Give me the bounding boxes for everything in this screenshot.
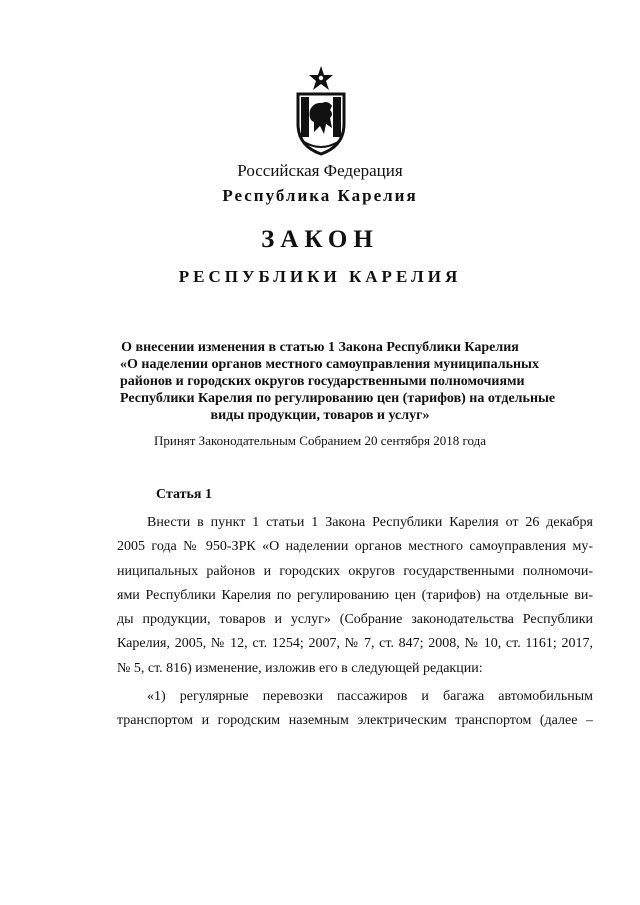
- law-title-line: Республики Карелия по регулированию цен (тарифов) на отдельные: [120, 391, 556, 406]
- paragraph-line: транспортом и городским наземным электрическим транспортом (далее –: [117, 713, 593, 729]
- paragraph-line: Внести в пункт 1 статьи 1 Закона Республики Карелия от 26 декабря: [147, 515, 593, 530]
- paragraph-line: 2005 года № 950-ЗРК «О наделении органов местного самоуправления му-: [117, 539, 593, 555]
- paragraph-line: ями Республики Карелия по регулированию цен (тарифов) на отдельные ви-: [117, 587, 593, 603]
- paragraph-line: № 5, ст. 816) изменение, изложив его в следующей редакции:: [117, 660, 483, 676]
- law-title-line: «О наделении органов местного самоуправления муниципальных: [120, 357, 539, 372]
- law-title-line: О внесении изменения в статью 1 Закона Республики Карелия: [121, 340, 519, 355]
- law-subheading: РЕСПУБЛИКИ КАРЕЛИЯ: [178, 267, 462, 286]
- law-title-line: виды продукции, товаров и услуг»: [210, 408, 430, 423]
- paragraph-line: «1) регулярные перевозки пассажиров и багажа автомобильным: [147, 689, 593, 704]
- law-title-line: районов и городских округов государственными полномочиями: [120, 374, 525, 389]
- paragraph-line: Карелия, 2005, № 12, ст. 1254; 2007, № 7, ст. 847; 2008, № 10, ст. 1161; 2017,: [117, 636, 593, 652]
- federation-name: Российская Федерация: [237, 161, 403, 180]
- adoption-note: Принят Законодательным Собранием 20 сентября 2018 года: [153, 433, 487, 448]
- law-heading: ЗАКОН: [261, 226, 379, 253]
- coat-of-arms-icon: [292, 62, 350, 158]
- article-paragraph: [117, 685, 593, 734]
- republic-name: Республика Карелия: [222, 186, 418, 205]
- paragraph-line: ды продукции, товаров и услуг» (Собрание законодательства Республики: [117, 612, 593, 628]
- article-heading: Статья 1: [156, 487, 212, 502]
- article-paragraph: [117, 511, 593, 681]
- law-title: [120, 339, 556, 424]
- paragraph-line: ниципальных районов и городских округов государственными полномочи-: [117, 563, 593, 579]
